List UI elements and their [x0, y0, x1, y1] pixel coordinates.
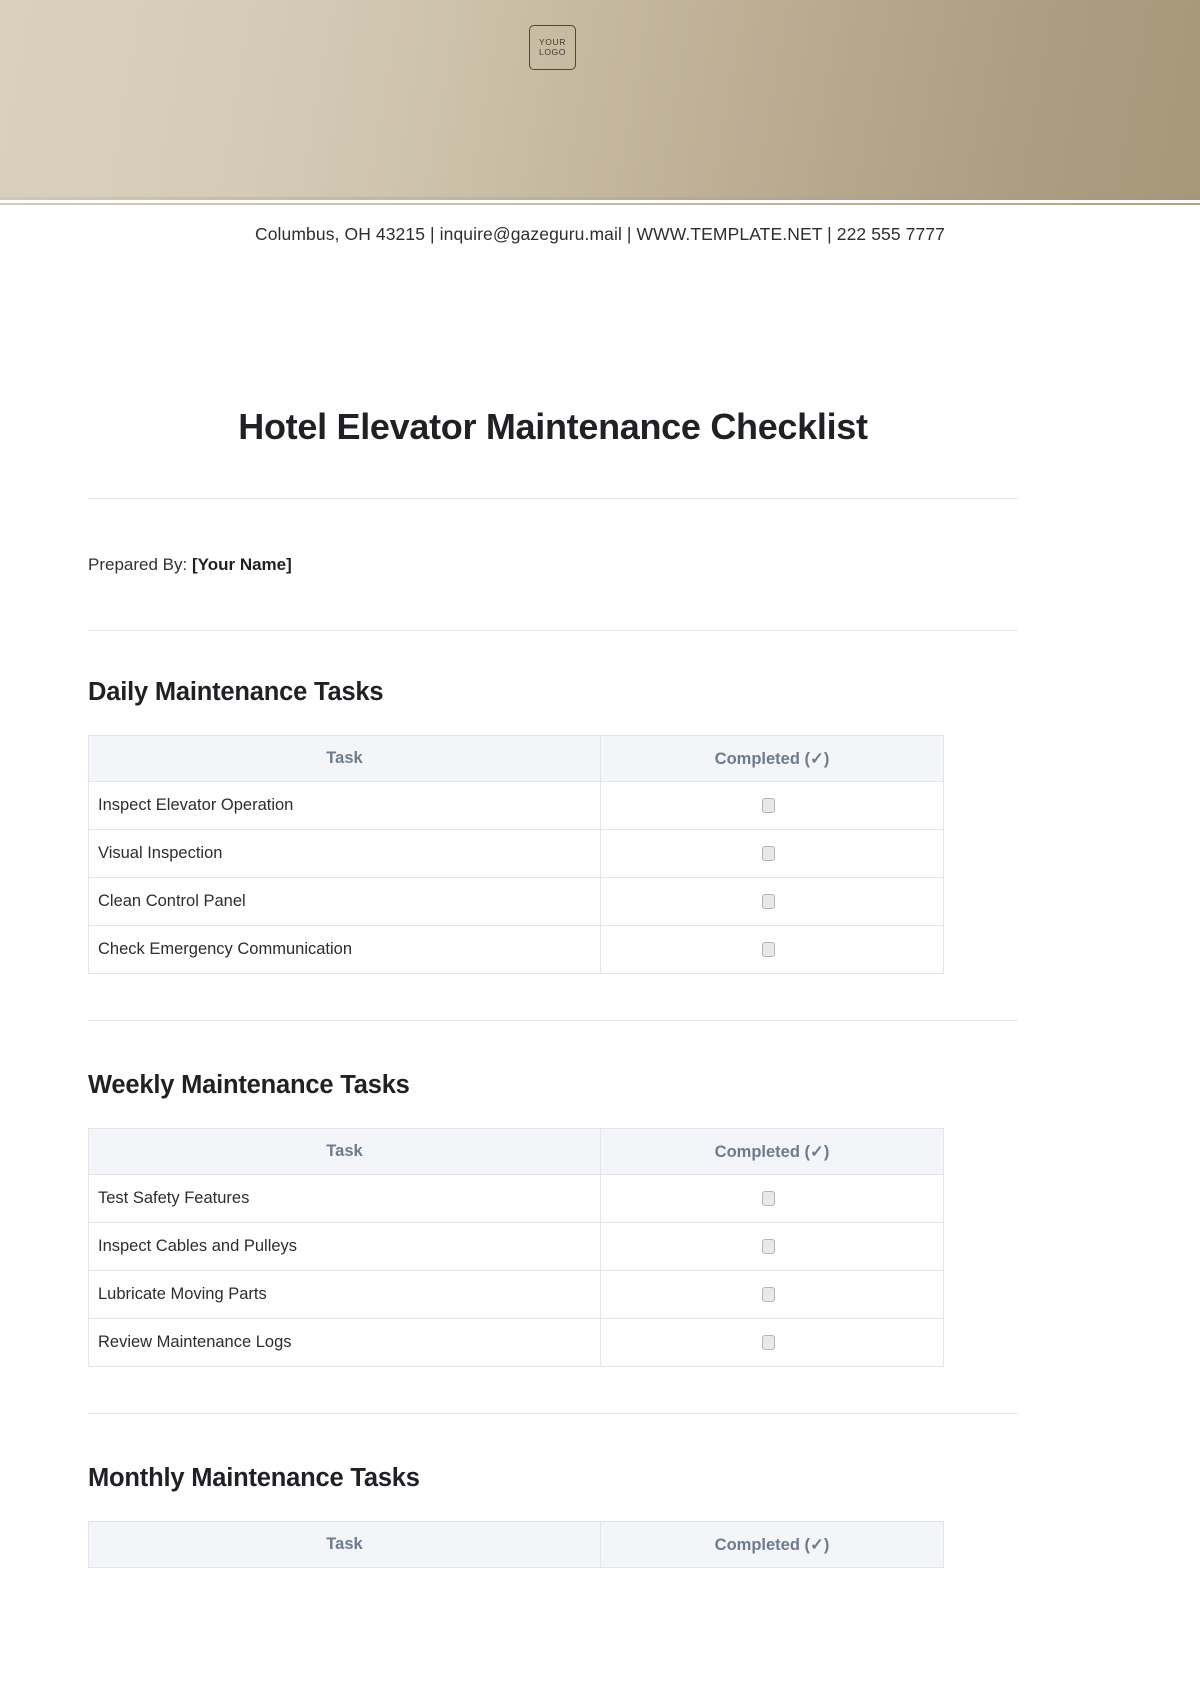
- logo-placeholder: [529, 25, 576, 70]
- completed-cell[interactable]: [601, 830, 944, 878]
- header-band: [0, 0, 1200, 200]
- task-cell: Inspect Cables and Pulleys: [89, 1223, 601, 1271]
- task-cell: Review Maintenance Logs: [89, 1319, 601, 1367]
- divider-after-weekly: [88, 1413, 1018, 1414]
- checkbox-icon[interactable]: [762, 1287, 775, 1302]
- completed-cell[interactable]: [601, 1271, 944, 1319]
- task-cell: Check Emergency Communication: [89, 926, 601, 974]
- table-header-row: [89, 1129, 944, 1175]
- column-header-completed-label: Completed (✓): [714, 1142, 830, 1161]
- checkbox-icon[interactable]: [762, 1191, 775, 1206]
- completed-cell[interactable]: [601, 878, 944, 926]
- logo-line-2: LOGO: [539, 46, 566, 57]
- completed-cell[interactable]: [601, 926, 944, 974]
- weekly-tasks-body: [89, 1175, 944, 1367]
- table-row: [89, 1319, 944, 1367]
- task-cell: Test Safety Features: [89, 1175, 601, 1223]
- column-header-completed-label: Completed (✓): [714, 749, 830, 768]
- daily-tasks-body: [89, 782, 944, 974]
- table-row: [89, 1175, 944, 1223]
- prepared-by-value[interactable]: [Your Name]: [191, 555, 292, 574]
- column-header-completed-label: Completed (✓): [714, 1535, 830, 1554]
- completed-cell[interactable]: [601, 1175, 944, 1223]
- table-row: [89, 1223, 944, 1271]
- column-header-completed: [601, 1522, 944, 1568]
- table-row: [89, 926, 944, 974]
- checkbox-icon[interactable]: [762, 846, 775, 861]
- header-accent-rule: [0, 203, 1200, 205]
- divider-under-title: [88, 498, 1018, 499]
- section-title-daily: Daily Maintenance Tasks: [88, 678, 384, 706]
- prepared-by-label: Prepared By:: [88, 555, 188, 574]
- weekly-tasks-table: [88, 1128, 944, 1367]
- table-header-row: [89, 736, 944, 782]
- column-header-task: Task: [89, 1129, 601, 1175]
- section-title-monthly: Monthly Maintenance Tasks: [88, 1464, 420, 1492]
- prepared-by: [88, 555, 292, 575]
- checkbox-icon[interactable]: [762, 894, 775, 909]
- table-header-row: [89, 1522, 944, 1568]
- completed-cell[interactable]: [601, 1319, 944, 1367]
- task-cell: Lubricate Moving Parts: [89, 1271, 601, 1319]
- column-header-task: Task: [89, 1522, 601, 1568]
- checkbox-icon[interactable]: [762, 1335, 775, 1350]
- daily-tasks-table: [88, 735, 944, 974]
- checkbox-icon[interactable]: [762, 798, 775, 813]
- section-title-weekly: Weekly Maintenance Tasks: [88, 1071, 410, 1099]
- task-cell: Inspect Elevator Operation: [89, 782, 601, 830]
- checkbox-icon[interactable]: [762, 942, 775, 957]
- completed-cell[interactable]: [601, 1223, 944, 1271]
- table-row: [89, 1271, 944, 1319]
- divider-after-daily: [88, 1020, 1018, 1021]
- divider-under-prepared-by: [88, 630, 1018, 631]
- column-header-task: Task: [89, 736, 601, 782]
- table-row: [89, 782, 944, 830]
- task-cell: Visual Inspection: [89, 830, 601, 878]
- checkbox-icon[interactable]: [762, 1239, 775, 1254]
- column-header-completed: [601, 736, 944, 782]
- column-header-completed: [601, 1129, 944, 1175]
- logo-line-1: YOUR: [539, 36, 566, 47]
- monthly-tasks-table: [88, 1521, 944, 1568]
- completed-cell[interactable]: [601, 782, 944, 830]
- task-cell: Clean Control Panel: [89, 878, 601, 926]
- table-row: [89, 830, 944, 878]
- page-title: Hotel Elevator Maintenance Checklist: [238, 406, 868, 447]
- table-row: [89, 878, 944, 926]
- contact-info-line: Columbus, OH 43215 | inquire@gazeguru.mail | WWW.TEMPLATE.NET | 222 555 7777: [254, 224, 946, 244]
